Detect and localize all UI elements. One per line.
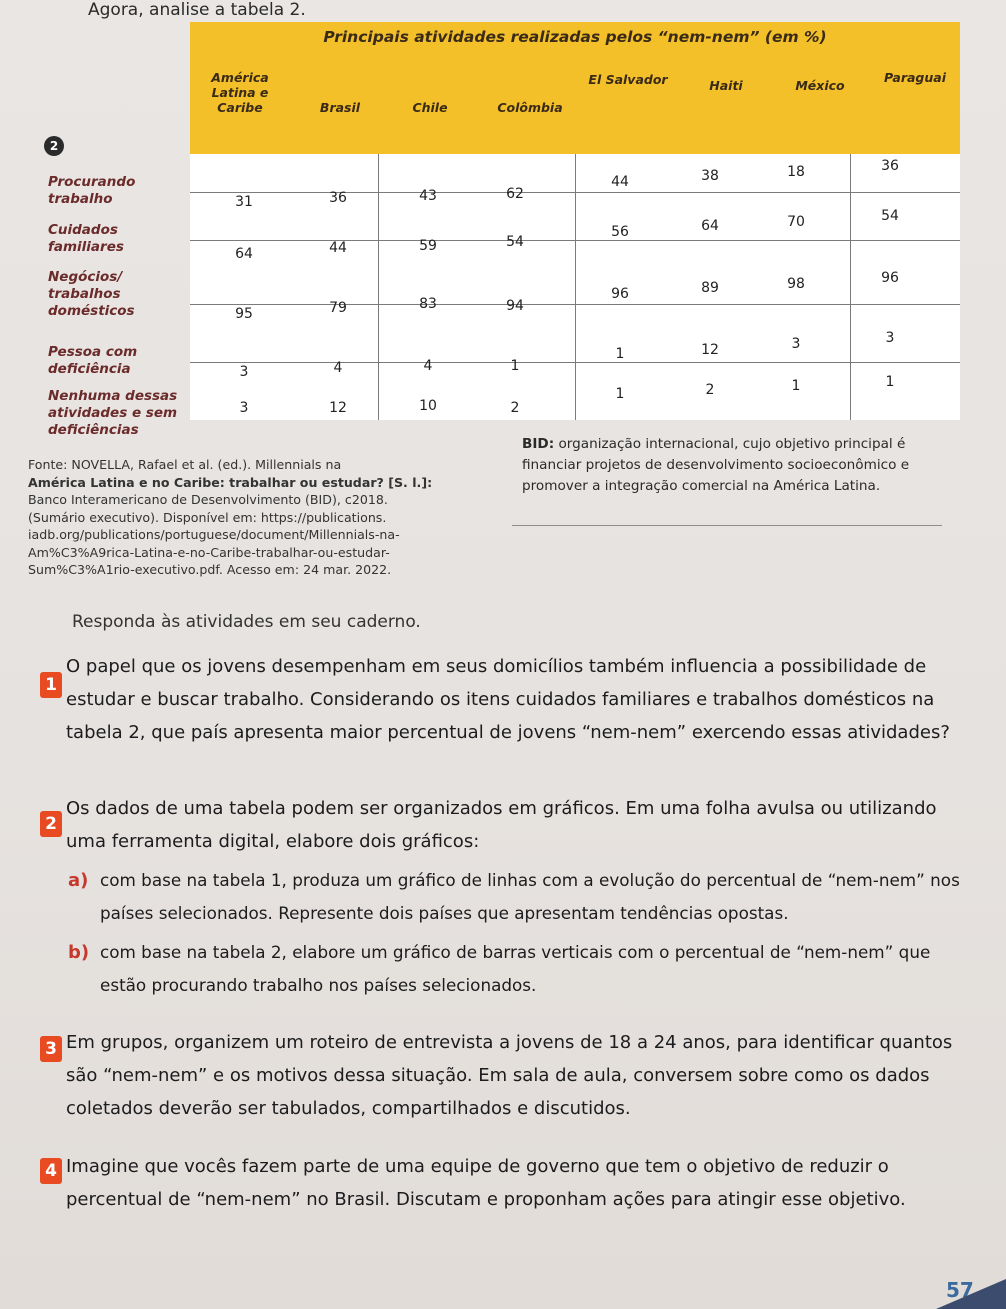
table-cell: 89 (701, 280, 719, 296)
table-cell: 36 (329, 190, 347, 206)
table-cell: 1 (615, 346, 625, 362)
column-header: Colômbia (497, 100, 563, 115)
table-cell: 3 (239, 364, 249, 380)
table-cell: 98 (787, 276, 805, 292)
table-cell: 36 (881, 158, 899, 174)
table-source-caption: Fonte: NOVELLA, Rafael et al. (ed.). Millennials na América Latina e no Caribe: trabalhar ou estudar? [S. l.]: Banco Interamericano de Desenvolvimento (BID), c2018. (Sumário executivo). Disponível em: https://publications. iadb.org/publications/portuguese/document/Millennials-na- Am%C3%A9rica-Latina-e-no-Caribe-trabalhar-ou-estudar- Sum%C3%A1rio-executivo.pdf. Acesso em: 24 mar. 2022. (28, 457, 433, 577)
question-4: Imagine que vocês fazem parte de uma equipe de governo que tem o objetivo de reduzir o percentual de “nem-nem” no Brasil. Discutam e proponham ações para atingir esse objetivo. (66, 1156, 906, 1210)
table-cell: 79 (329, 300, 347, 316)
column-header: Paraguai (884, 70, 946, 85)
table-cell: 3 (885, 330, 895, 346)
sub-letter: a) (68, 870, 89, 891)
activities-prompt: Responda às atividades em seu caderno. (72, 612, 421, 632)
glossary-term: BID: (522, 436, 555, 452)
table-cell: 12 (329, 400, 347, 416)
column-header: Brasil (319, 100, 361, 115)
table-cell: 31 (235, 194, 253, 210)
divider (512, 525, 942, 526)
table-cell: 1 (791, 378, 801, 394)
table-cell: 12 (701, 342, 719, 358)
table-header (190, 22, 960, 154)
table-number-badge: 2 (44, 136, 64, 156)
table-cell: 70 (787, 214, 805, 230)
page-number: 57 (946, 1278, 974, 1302)
row-label: Nenhuma dessas atividades e sem deficiências (48, 388, 178, 438)
question-number: 1 (40, 672, 62, 698)
table-cell: 56 (611, 224, 629, 240)
intro-text: Agora, analise a tabela 2. (88, 0, 306, 20)
table-cell: 1 (885, 374, 895, 390)
column-header: México (795, 78, 845, 93)
row-label: Procurando trabalho (48, 174, 136, 207)
table-cell: 44 (611, 174, 629, 190)
table-cell: 4 (333, 360, 343, 376)
question-3: Em grupos, organizem um roteiro de entrevista a jovens de 18 a 24 anos, para identificar quantos são “nem-nem” e os motivos dessa situação. Em sala de aula, conversem sobre como os dados coletados deverão ser tabulados, compartilhados e discutidos. (66, 1032, 953, 1119)
table-cell: 62 (506, 186, 524, 202)
table-cell: 96 (881, 270, 899, 286)
question-number: 3 (40, 1036, 62, 1062)
row-label: Cuidados familiares (48, 222, 124, 255)
table-cell: 94 (506, 298, 524, 314)
table-cell: 64 (701, 218, 719, 234)
table-cell: 54 (881, 208, 899, 224)
question-number: 2 (40, 811, 62, 837)
table-cell: 1 (510, 358, 520, 374)
column-header: América Latina e Caribe (211, 70, 269, 115)
table-cell: 2 (510, 400, 520, 416)
question-2a: com base na tabela 1, produza um gráfico de linhas com a evolução do percentual de “nem-nem” nos países selecionados. Represente dois países que apresentam tendências opostas. (100, 870, 960, 923)
table-cell: 83 (419, 296, 437, 312)
question-1: O papel que os jovens desempenham em seus domicílios também influencia a possibilidade de estudar e buscar trabalho. Considerando os itens cuidados familiares e trabalhos domésticos na tabela 2, que país apresenta maior percentual de jovens “nem-nem” exercendo essas atividades? (66, 656, 950, 743)
table-cell: 3 (239, 400, 249, 416)
table-cell: 44 (329, 240, 347, 256)
table-body (190, 154, 960, 420)
table-cell: 10 (419, 398, 437, 414)
table-cell: 38 (701, 168, 719, 184)
table-cell: 18 (787, 164, 805, 180)
glossary-note-bid (522, 434, 942, 497)
table-cell: 1 (615, 386, 625, 402)
table-cell: 64 (235, 246, 253, 262)
table-cell: 3 (791, 336, 801, 352)
table-title: Principais atividades realizadas pelos “nem-nem” (em %) (323, 28, 827, 46)
row-label: Negócios/ trabalhos domésticos (48, 269, 135, 319)
glossary-definition: organização internacional, cujo objetivo principal é financiar projetos de desenvolvimento socioeconômico e promover a integração comercial na América Latina. (522, 436, 910, 494)
column-header: El Salvador (588, 72, 668, 87)
question-2: Os dados de uma tabela podem ser organizados em gráficos. Em uma folha avulsa ou utilizando uma ferramenta digital, elabore dois gráficos: (66, 798, 937, 852)
question-2b: com base na tabela 2, elabore um gráfico de barras verticais com o percentual de “nem-nem” que estão procurando trabalho nos países selecionados. (100, 942, 931, 995)
table-cell: 96 (611, 286, 629, 302)
question-number: 4 (40, 1158, 62, 1184)
column-header: Haiti (709, 78, 743, 93)
table-cell: 2 (705, 382, 715, 398)
column-header: Chile (412, 100, 448, 115)
table-cell: 43 (419, 188, 437, 204)
table-cell: 59 (419, 238, 437, 254)
sub-letter: b) (68, 942, 90, 963)
table-cell: 4 (423, 358, 433, 374)
row-label: Pessoa com deficiência (48, 344, 138, 377)
table-cell: 54 (506, 234, 524, 250)
table-cell: 95 (235, 306, 253, 322)
